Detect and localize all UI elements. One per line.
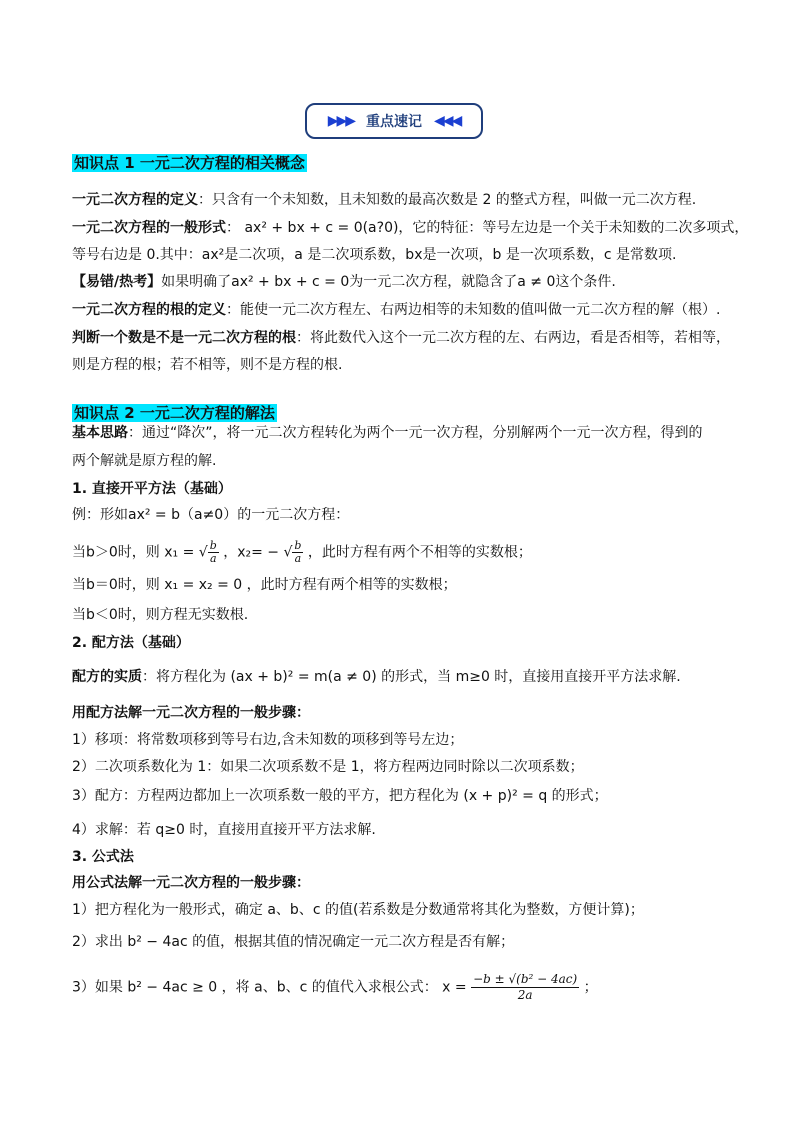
method1-title: 1. 直接开平方法（基础） — [72, 481, 232, 497]
left-arrows-icon: ◀◀◀ — [434, 113, 461, 129]
method2-step-4: 4）求解：若 q≥0 时，直接用直接开平方法求解. — [72, 822, 376, 838]
method2-steps-title: 用配方法解一元二次方程的一般步骤： — [72, 705, 310, 721]
method3-title: 3. 公式法 — [72, 849, 134, 865]
method3-step-2: 2）求出 b² − 4ac 的值，根据其值的情况确定一元二次方程是否有解； — [72, 934, 515, 950]
method3-step-3: 3）如果 b² − 4ac ≥ 0 ，将 a、b、c 的值代入求根公式： x = $\frac{\text{−b ± √(b² − 4ac)}}{2a}$ ； — [72, 972, 598, 1002]
kp1-root-definition: 一元二次方程的根的定义：能使一元二次方程左、右两边相等的未知数的值叫做一元二次方程的解（根）. — [72, 302, 721, 318]
kp1-tip: 【易错/热考】如果明确了ax² + bx + c = 0为一元二次方程，就隐含了a ≠ 0这个条件. — [72, 274, 616, 290]
section-banner — [305, 103, 483, 139]
method1-case-positive: 当b＞0时，则 x₁ = √ $\frac{b}{a}$ ，x₂= − √ $\frac{b}{a}$ ，此时方程有两个不相等的实数根； — [72, 539, 532, 565]
method2-step-3: 3）配方：方程两边都加上一次项系数一般的平方，把方程化为 (x + p)² = q 的形式； — [72, 788, 608, 804]
kp1-general-form: 一元二次方程的一般形式： ax² + bx + c = 0(a?0)，它的特征：等号左边是一个关于未知数的二次多项式， — [72, 220, 749, 236]
kp1-heading: 知识点 1 一元二次方程的相关概念 — [74, 154, 305, 172]
kp1-general-form-cont: 等号右边是 0.其中：ax²是二次项，a 是二次项系数，bx是一次项，b 是一次项系数，c 是常数项. — [72, 247, 677, 263]
kp1-judge-root: 判断一个数是不是一元二次方程的根：将此数代入这个一元二次方程的左、右两边，看是否相等，若相等， — [72, 330, 730, 346]
method3-steps-title: 用公式法解一元二次方程的一般步骤： — [72, 875, 310, 891]
kp1-judge-root-cont: 则是方程的根；若不相等，则不是方程的根. — [72, 357, 343, 373]
method2-essence: 配方的实质：将方程化为 (ax + b)² = m(a ≠ 0) 的形式，当 m≥0 时，直接用直接开平方法求解. — [72, 669, 681, 685]
method1-case-negative: 当b＜0时，则方程无实数根. — [72, 607, 249, 623]
method2-step-1: 1）移项：将常数项移到等号右边,含未知数的项移到等号左边； — [72, 732, 464, 748]
method3-step-1: 1）把方程化为一般形式，确定 a、b、c 的值(若系数是分数通常将其化为整数，方便计算)； — [72, 902, 644, 918]
method2-title: 2. 配方法（基础） — [72, 635, 190, 651]
method1-example: 例：形如ax² = b（a≠0）的一元二次方程： — [72, 507, 350, 523]
kp2-heading: 知识点 2 一元二次方程的解法 — [74, 404, 275, 422]
fraction-b-over-a: $\frac{b}{a}$ — [209, 539, 217, 565]
kp2-basic-idea-cont: 两个解就是原方程的解. — [72, 453, 217, 469]
right-arrows-icon: ▶▶▶ — [327, 113, 354, 129]
kp2-basic-idea: 基本思路：通过“降次”，将一元二次方程转化为两个一元一次方程，分别解两个一元一次方程，得到的 — [72, 425, 703, 441]
method1-case-zero: 当b＝0时，则 x₁ = x₂ = 0 ，此时方程有两个相等的实数根； — [72, 577, 457, 593]
banner-title: 重点速记 — [366, 114, 422, 130]
sqrt-icon-2: √ — [283, 544, 293, 561]
fraction-b-over-a-2: $\frac{b}{a}$ — [294, 539, 302, 565]
method2-step-2: 2）二次项系数化为 1：如果二次项系数不是 1，将方程两边同时除以二次项系数； — [72, 759, 584, 775]
kp1-definition: 一元二次方程的定义：只含有一个未知数，且未知数的最高次数是 2 的整式方程，叫做一元二次方程. — [72, 192, 697, 208]
quadratic-formula: $\frac{\text{−b ± √(b² − 4ac)}}{2a}$ — [473, 972, 578, 1002]
sqrt-icon: √ — [198, 544, 208, 561]
